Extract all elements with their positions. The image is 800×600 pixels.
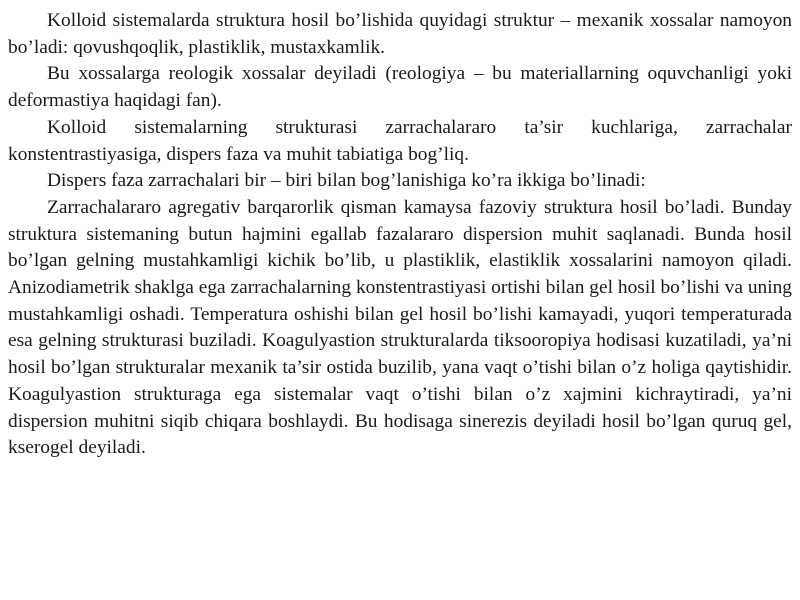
paragraph-5: Zarrachalararo agregativ barqarorlik qisman kamaysa fazoviy struktura hosil bo’ladi. Bunday struktura sistemaning butun hajmini egallab fazalararo dispersion muhit saqlanadi. Bunda hosil bo’lgan gelning mustahkamligi kichik bo’lib, u plastiklik, elastiklik xossalarini namoyon qiladi. Anizodiametrik shaklga ega zarrachalarning konstentrastiyasi ortishi bilan gel hosil bo’lishi va uning mustahkamligi oshadi. Temperatura oshishi bilan gel hosil bo’lishi kamayadi, yuqori temperaturada esa gelning strukturasi buziladi. Koagulyastion strukturalarda tiksooropiya hodisasi kuzatiladi, ya’ni hosil bo’lgan strukturalar mexanik ta’sir ostida buzilib, yana vaqt o’tishi bilan o’z holiga qaytishidir. Koagulyastion strukturaga ega sistemalar vaqt o’tishi bilan o’z xajmini kichraytiradi, ya’ni dispersion muhitni siqib chiqara boshlaydi. Bu hodisaga sinerezis deyiladi hosil bo’lgan quruq gel, kserogel deyiladi.: [8, 196, 792, 459]
paragraph-2: Bu xossalarga reologik xossalar deyiladi (reologiya – bu materiallarning oquvchanligi yoki deformastiya haqidagi fan).: [8, 63, 792, 112]
paragraph-3: Kolloid sistemalarning strukturasi zarrachalararo ta’sir kuchlariga, zarrachalar konstentrastiyasiga, dispers faza va muhit tabiatiga bog’liq.: [8, 116, 792, 165]
document-page: [8, 8, 792, 462]
paragraph-4: Dispers faza zarrachalari bir – biri bilan bog’lanishiga ko’ra ikkiga bo’linadi:: [47, 170, 646, 192]
paragraph-1: Kolloid sistemalarda struktura hosil bo’lishida quyidagi struktur – mexanik xossalar namoyon bo’ladi: qovushqoqlik, plastiklik, mustaxkamlik.: [8, 10, 792, 58]
